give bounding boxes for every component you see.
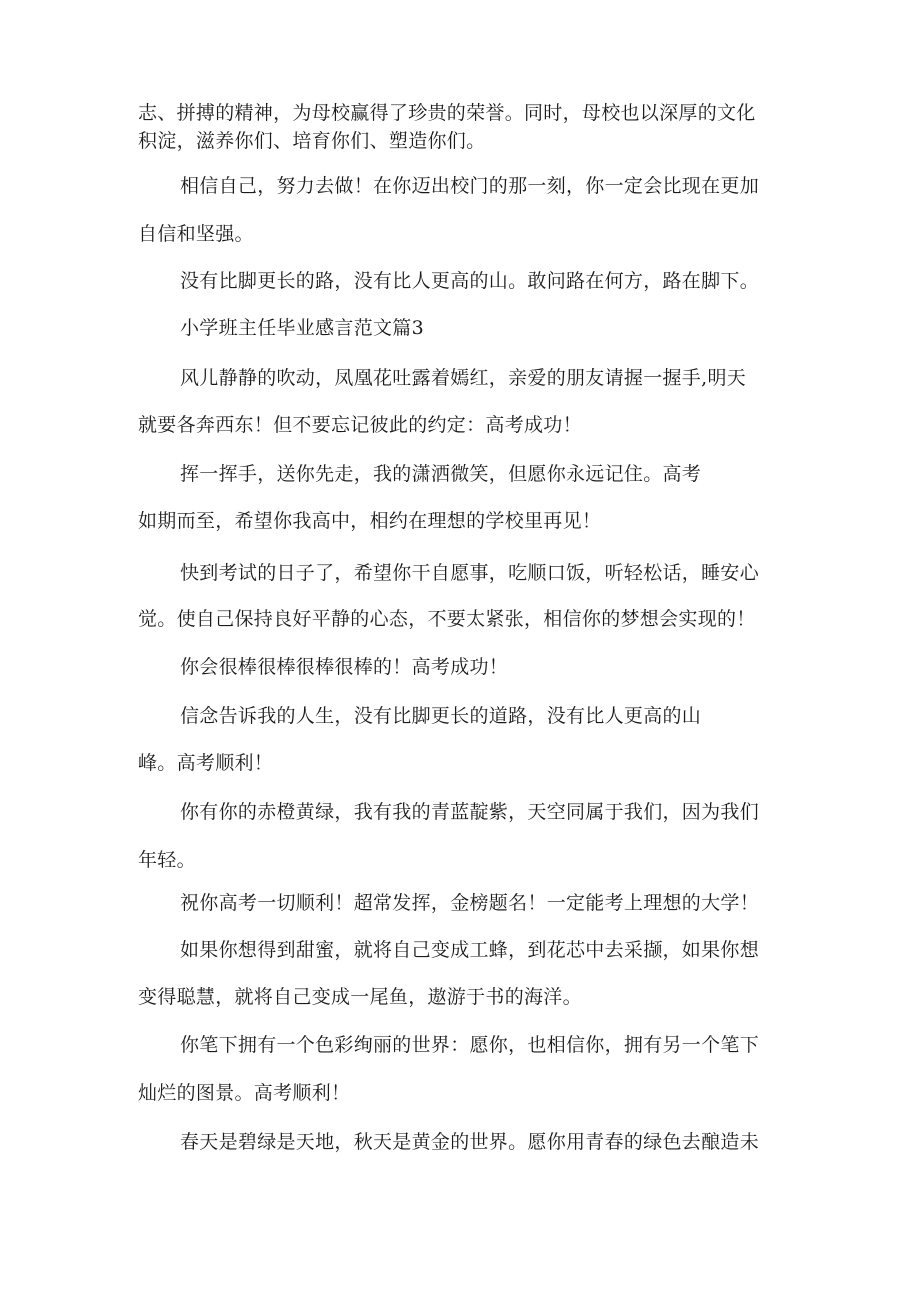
- section-heading: 小学班主任毕业感言范文篇3: [180, 317, 424, 339]
- paragraph-line: 春天是碧绿是天地，秋天是黄金的世界。愿你用青春的绿色去酿造未: [180, 1131, 760, 1153]
- paragraph-line: 相信自己，努力去做！在你迈出校门的那一刻，你一定会比现在更加: [180, 175, 760, 197]
- paragraph-line: 祝你高考一切顺利！超常发挥，金榜题名！一定能考上理想的大学！: [180, 892, 760, 914]
- paragraph-line: 觉。使自己保持良好平静的心态，不要太紧张，相信你的梦想会实现的！: [138, 608, 756, 630]
- paragraph-line: 你有你的赤橙黄绿，我有我的青蓝靛紫，天空同属于我们，因为我们: [180, 801, 760, 823]
- paragraph-line: 信念告诉我的人生，没有比脚更长的道路，没有比人更高的山: [180, 705, 702, 727]
- paragraph-line: 风儿静静的吹动，凤凰花吐露着嫣红，亲爱的朋友请握一握手,明天: [180, 367, 747, 389]
- paragraph-line: 没有比脚更长的路，没有比人更高的山。敢问路在何方，路在脚下。: [180, 270, 760, 292]
- paragraph-line: 如期而至，希望你我高中，相约在理想的学校里再见！: [138, 510, 602, 532]
- paragraph-line: 快到考试的日子了，希望你干自愿事，吃顺口饭，听轻松话，睡安心: [180, 562, 760, 584]
- paragraph-line: 峰。高考顺利！: [138, 752, 274, 774]
- paragraph-line: 就要各奔西东！但不要忘记彼此的约定：高考成功！: [138, 414, 582, 436]
- paragraph-line: 年轻。: [138, 849, 196, 871]
- paragraph-line: 变得聪慧，就将自己变成一尾鱼，遨游于书的海洋。: [138, 986, 582, 1008]
- paragraph-line: 自信和坚强。: [138, 223, 254, 245]
- paragraph-line: 挥一挥手，送你先走，我的潇洒微笑，但愿你永远记住。高考: [180, 463, 702, 485]
- paragraph-line: 你笔下拥有一个色彩绚丽的世界：愿你，也相信你，拥有另一个笔下: [180, 1034, 760, 1056]
- paragraph-line: 如果你想得到甜蜜，就将自己变成工蜂，到花芯中去采撷，如果你想: [180, 939, 760, 961]
- paragraph-line: 你会很棒很棒很棒很棒的！高考成功！: [180, 656, 509, 678]
- paragraph-line: 积淀，滋养你们、培育你们、塑造你们。: [138, 130, 486, 152]
- paragraph-line: 灿烂的图景。高考顺利！: [138, 1082, 351, 1104]
- paragraph-line: 志、拼搏的精神，为母校赢得了珍贵的荣誉。同时，母校也以深厚的文化: [138, 102, 756, 124]
